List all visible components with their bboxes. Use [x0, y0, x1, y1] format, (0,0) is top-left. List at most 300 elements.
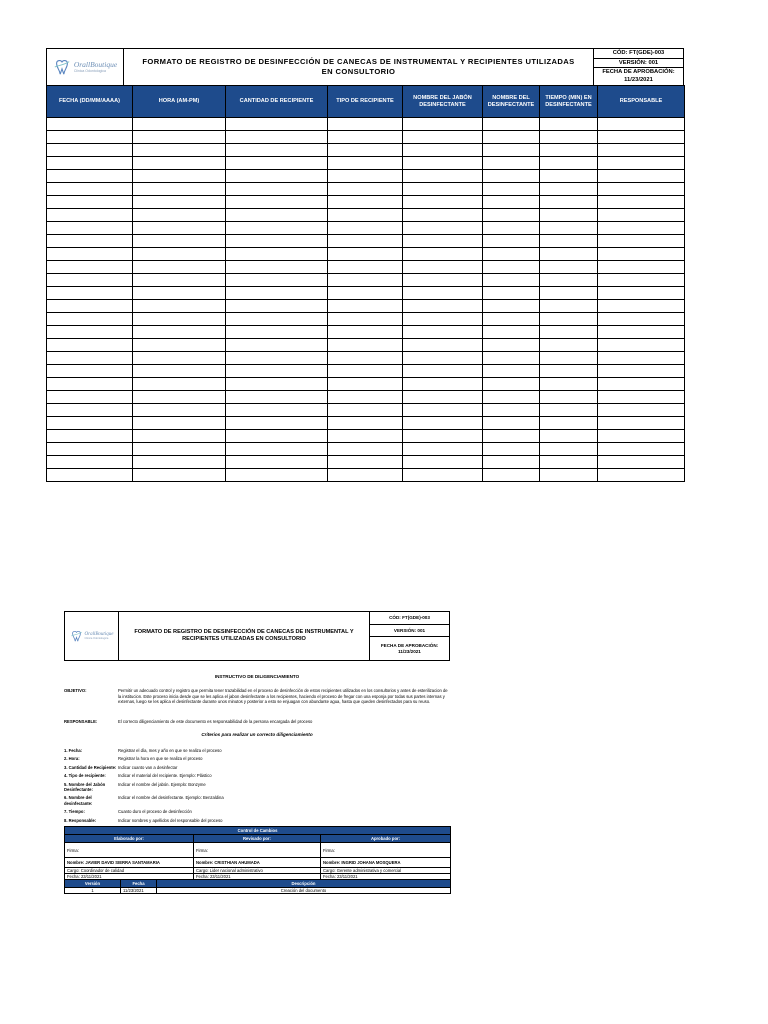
table-cell[interactable]: [133, 326, 226, 339]
table-cell[interactable]: [483, 144, 540, 157]
table-cell[interactable]: [483, 157, 540, 170]
table-cell[interactable]: [483, 131, 540, 144]
table-cell[interactable]: [328, 326, 403, 339]
table-cell[interactable]: [483, 352, 540, 365]
table-cell[interactable]: [598, 274, 685, 287]
table-cell[interactable]: [598, 144, 685, 157]
table-cell[interactable]: [47, 261, 133, 274]
table-cell[interactable]: [403, 469, 483, 482]
table-cell[interactable]: [226, 222, 328, 235]
name-cell: Nombre: JAVIER DAVID SIERRA SANTAMARIA: [65, 858, 194, 868]
table-cell[interactable]: [598, 183, 685, 196]
table-cell[interactable]: [133, 352, 226, 365]
column-header: TIEMPO (MIN) EN DESINFECTANTE: [540, 86, 598, 118]
table-cell[interactable]: [47, 157, 133, 170]
table-cell[interactable]: [226, 326, 328, 339]
table-cell[interactable]: [47, 339, 133, 352]
table-cell[interactable]: [598, 404, 685, 417]
document-version: VERSIÓN: 001: [594, 59, 683, 69]
table-cell[interactable]: [483, 300, 540, 313]
table-cell[interactable]: [540, 469, 598, 482]
approval-date-block: [370, 637, 449, 660]
table-cell[interactable]: [483, 339, 540, 352]
table-cell[interactable]: [226, 313, 328, 326]
table-cell[interactable]: [598, 170, 685, 183]
table-cell[interactable]: [47, 443, 133, 456]
table-cell[interactable]: [598, 339, 685, 352]
table-cell[interactable]: [328, 118, 403, 131]
table-cell[interactable]: [483, 118, 540, 131]
table-cell[interactable]: [328, 157, 403, 170]
table-cell[interactable]: [598, 430, 685, 443]
table-cell[interactable]: [133, 430, 226, 443]
table-cell[interactable]: [598, 222, 685, 235]
version-history-table: [64, 879, 451, 894]
table-cell[interactable]: [403, 144, 483, 157]
table-cell[interactable]: [47, 170, 133, 183]
table-cell[interactable]: [226, 365, 328, 378]
table-cell[interactable]: [328, 300, 403, 313]
table-cell[interactable]: [133, 157, 226, 170]
table-cell[interactable]: [403, 118, 483, 131]
approval-date: 11/23/2021: [398, 648, 421, 654]
responsible-text: El correcto diligenciamiento de este documento es responsabilidad de la persona encargada del proceso: [118, 719, 313, 725]
table-cell[interactable]: [540, 300, 598, 313]
table-cell[interactable]: [483, 222, 540, 235]
table-cell[interactable]: [47, 469, 133, 482]
table-cell[interactable]: [483, 378, 540, 391]
table-cell[interactable]: [133, 274, 226, 287]
table-cell[interactable]: [133, 378, 226, 391]
approval-label: FECHA DE APROBACIÓN:: [380, 642, 439, 648]
table-cell[interactable]: [226, 118, 328, 131]
list-item: [64, 748, 450, 753]
criteria-text: Indicar el nombre del desinfectante. Ejemplo: Benzaldina: [118, 795, 224, 801]
criteria-text: Indicar el nombre del jabón. Ejemplo: Bonzyme: [118, 781, 206, 787]
table-cell[interactable]: [328, 365, 403, 378]
table-row: [47, 417, 685, 430]
table-cell[interactable]: [133, 248, 226, 261]
table-cell[interactable]: [403, 261, 483, 274]
table-row: [65, 888, 451, 894]
table-cell[interactable]: [328, 287, 403, 300]
table-cell[interactable]: [540, 118, 598, 131]
table-cell[interactable]: [598, 300, 685, 313]
criteria-text: Indicar cuanto van a desinfectar: [118, 764, 178, 770]
table-cell[interactable]: [226, 339, 328, 352]
table-cell[interactable]: [598, 456, 685, 469]
table-cell[interactable]: [403, 157, 483, 170]
table-cell[interactable]: [483, 235, 540, 248]
table-cell[interactable]: [598, 365, 685, 378]
table-cell[interactable]: [540, 287, 598, 300]
table-cell[interactable]: [226, 131, 328, 144]
criteria-label: 5. Nombre del Jabón Desinfectante:: [64, 781, 106, 792]
table-cell[interactable]: [328, 209, 403, 222]
table-cell[interactable]: [598, 378, 685, 391]
table-cell[interactable]: [403, 378, 483, 391]
date-cell: Fecha: 23/11/2021: [194, 874, 321, 880]
table-cell[interactable]: [226, 287, 328, 300]
table-cell[interactable]: [403, 443, 483, 456]
table-cell[interactable]: [133, 196, 226, 209]
table-cell[interactable]: [328, 248, 403, 261]
table-row: [47, 274, 685, 287]
column-header: Elaborado por:: [65, 835, 194, 843]
table-cell[interactable]: [540, 326, 598, 339]
table-cell[interactable]: [403, 235, 483, 248]
table-cell[interactable]: [328, 196, 403, 209]
change-control-table: [64, 826, 451, 880]
table-cell[interactable]: [328, 274, 403, 287]
list-item: [64, 795, 450, 806]
table-cell[interactable]: [328, 313, 403, 326]
table-cell[interactable]: [47, 404, 133, 417]
responsible-section: [64, 719, 450, 725]
column-header: Fecha: [121, 880, 157, 888]
table-cell[interactable]: [328, 404, 403, 417]
table-cell[interactable]: [403, 326, 483, 339]
brand-subtitle: Clinica Odontologica: [73, 68, 106, 73]
table-cell[interactable]: [133, 300, 226, 313]
table-cell[interactable]: [403, 196, 483, 209]
table-cell[interactable]: [483, 417, 540, 430]
table-cell[interactable]: [226, 469, 328, 482]
table-cell[interactable]: [226, 170, 328, 183]
table-cell[interactable]: [226, 261, 328, 274]
table-row: [47, 131, 685, 144]
role-cell: Cargo: Coordinador de calidad: [65, 868, 194, 874]
responsible-label: RESPONSABLE:: [64, 719, 98, 725]
table-cell[interactable]: [403, 131, 483, 144]
table-cell[interactable]: [328, 378, 403, 391]
date-cell: 11/23/2021: [121, 888, 157, 894]
column-header: Aprobado por:: [321, 835, 451, 843]
table-cell[interactable]: [598, 352, 685, 365]
criteria-label: 4. Tipo de recipiente:: [64, 773, 106, 779]
table-cell[interactable]: [47, 313, 133, 326]
table-cell[interactable]: [133, 131, 226, 144]
table-cell[interactable]: [540, 170, 598, 183]
table-cell[interactable]: [328, 352, 403, 365]
table-cell[interactable]: [47, 326, 133, 339]
table-cell[interactable]: [47, 118, 133, 131]
table-cell[interactable]: [403, 430, 483, 443]
form-title: FORMATO DE REGISTRO DE DESINFECCIÓN DE CANECAS DE INSTRUMENTAL Y RECIPIENTES UTILIZADAS EN CONSULTORIO: [124, 49, 594, 85]
table-row: [47, 209, 685, 222]
list-item: [64, 765, 450, 770]
table-cell[interactable]: [483, 183, 540, 196]
table-cell[interactable]: [483, 170, 540, 183]
table-cell[interactable]: [133, 222, 226, 235]
table-cell[interactable]: [403, 209, 483, 222]
table-cell[interactable]: [328, 443, 403, 456]
table-cell[interactable]: [133, 456, 226, 469]
table-cell[interactable]: [403, 248, 483, 261]
table-cell[interactable]: [47, 300, 133, 313]
table-cell[interactable]: [403, 274, 483, 287]
signature-field: Firma:: [65, 843, 194, 858]
table-cell[interactable]: [483, 456, 540, 469]
table-cell[interactable]: [133, 118, 226, 131]
criteria-text: Indicar el material del recipiente. Ejemplo: Plástico: [118, 773, 212, 779]
table-cell[interactable]: [133, 261, 226, 274]
brand-name: OrallBoutique: [84, 631, 114, 637]
list-item: [64, 773, 450, 778]
table-cell[interactable]: [483, 261, 540, 274]
table-cell[interactable]: [598, 157, 685, 170]
table-cell[interactable]: [47, 248, 133, 261]
table-cell[interactable]: [540, 222, 598, 235]
table-cell[interactable]: [598, 443, 685, 456]
table-row: [47, 469, 685, 482]
table-cell[interactable]: [598, 131, 685, 144]
document-meta: [370, 612, 449, 660]
table-cell[interactable]: [226, 196, 328, 209]
objective-label: OBJETIVO:: [64, 688, 87, 693]
table-cell[interactable]: [540, 183, 598, 196]
table-cell[interactable]: [133, 313, 226, 326]
table-cell[interactable]: [47, 183, 133, 196]
table-cell[interactable]: [133, 287, 226, 300]
table-cell[interactable]: [226, 352, 328, 365]
table-header-row: [47, 86, 685, 118]
table-cell[interactable]: [226, 404, 328, 417]
table-cell[interactable]: [226, 274, 328, 287]
table-cell[interactable]: [47, 287, 133, 300]
table-cell[interactable]: [328, 417, 403, 430]
table-cell[interactable]: [328, 235, 403, 248]
table-cell[interactable]: [403, 287, 483, 300]
brand-logo: [47, 49, 124, 85]
table-cell[interactable]: [133, 235, 226, 248]
table-cell[interactable]: [328, 170, 403, 183]
version-cell: 1: [65, 888, 121, 894]
table-cell[interactable]: [540, 248, 598, 261]
registration-table: [46, 85, 685, 482]
table-cell[interactable]: [598, 287, 685, 300]
table-cell[interactable]: [598, 261, 685, 274]
instructions-sheet: [64, 611, 450, 894]
table-cell[interactable]: [133, 417, 226, 430]
table-cell[interactable]: [226, 391, 328, 404]
approval-date: 11/23/2021: [624, 76, 653, 83]
table-cell[interactable]: [598, 209, 685, 222]
table-cell[interactable]: [47, 456, 133, 469]
table-cell[interactable]: [540, 313, 598, 326]
table-cell[interactable]: [133, 365, 226, 378]
table-cell[interactable]: [483, 430, 540, 443]
registration-form: [46, 48, 684, 482]
table-cell[interactable]: [403, 365, 483, 378]
table-cell[interactable]: [540, 365, 598, 378]
table-row: [47, 170, 685, 183]
table-cell[interactable]: [483, 326, 540, 339]
name-cell: Nombre: CRISTHIAN AHUMADA: [194, 858, 321, 868]
table-cell[interactable]: [133, 183, 226, 196]
table-cell[interactable]: [540, 404, 598, 417]
table-cell[interactable]: [403, 456, 483, 469]
table-row: [47, 157, 685, 170]
criteria-label: 1. Fecha:: [64, 747, 83, 753]
table-cell[interactable]: [540, 443, 598, 456]
table-cell[interactable]: [328, 144, 403, 157]
table-cell[interactable]: [328, 391, 403, 404]
table-cell[interactable]: [598, 235, 685, 248]
table-cell[interactable]: [328, 469, 403, 482]
table-cell[interactable]: [483, 391, 540, 404]
table-row: [47, 183, 685, 196]
table-cell[interactable]: [47, 144, 133, 157]
table-row: [47, 404, 685, 417]
table-cell[interactable]: [483, 248, 540, 261]
table-cell[interactable]: [226, 157, 328, 170]
table-cell[interactable]: [133, 209, 226, 222]
table-row: [47, 365, 685, 378]
table-cell[interactable]: [540, 157, 598, 170]
criteria-label: 7. Tiempo:: [64, 809, 85, 815]
table-cell[interactable]: [403, 417, 483, 430]
column-header: Revisado por:: [194, 835, 321, 843]
table-cell[interactable]: [403, 183, 483, 196]
table-cell[interactable]: [328, 261, 403, 274]
list-item: [64, 756, 450, 761]
table-cell[interactable]: [328, 430, 403, 443]
table-cell[interactable]: [133, 404, 226, 417]
table-cell[interactable]: [403, 300, 483, 313]
table-cell[interactable]: [133, 391, 226, 404]
table-cell[interactable]: [483, 274, 540, 287]
criteria-label: 8. Responsable:: [64, 817, 97, 823]
document-code: CÓD: FT(GDE)-003: [370, 612, 449, 625]
table-cell[interactable]: [47, 222, 133, 235]
table-cell[interactable]: [226, 430, 328, 443]
criteria-label: 2. Hora:: [64, 756, 80, 762]
brand-logo: [65, 612, 119, 660]
table-cell[interactable]: [598, 326, 685, 339]
table-cell[interactable]: [403, 222, 483, 235]
table-cell[interactable]: [133, 339, 226, 352]
table-cell[interactable]: [598, 196, 685, 209]
table-cell[interactable]: [226, 235, 328, 248]
table-cell[interactable]: [540, 209, 598, 222]
table-cell[interactable]: [133, 443, 226, 456]
table-cell[interactable]: [598, 417, 685, 430]
table-cell[interactable]: [226, 456, 328, 469]
table-cell[interactable]: [483, 287, 540, 300]
table-cell[interactable]: [540, 417, 598, 430]
table-cell[interactable]: [226, 443, 328, 456]
table-cell[interactable]: [483, 365, 540, 378]
table-cell[interactable]: [403, 170, 483, 183]
table-cell[interactable]: [47, 196, 133, 209]
table-cell[interactable]: [47, 274, 133, 287]
table-cell[interactable]: [540, 196, 598, 209]
table-cell[interactable]: [540, 235, 598, 248]
table-cell[interactable]: [540, 430, 598, 443]
table-cell[interactable]: [133, 144, 226, 157]
column-header: CANTIDAD DE RECIPIENTE: [226, 86, 328, 118]
table-cell[interactable]: [328, 456, 403, 469]
criteria-heading: Criterios para realizar un correcto diligenciamiento: [201, 731, 313, 737]
table-cell[interactable]: [226, 417, 328, 430]
table-cell[interactable]: [226, 183, 328, 196]
tooth-logo-icon: [53, 57, 71, 77]
table-cell[interactable]: [483, 313, 540, 326]
table-body: [47, 118, 685, 482]
table-cell[interactable]: [403, 339, 483, 352]
instructions-heading: INSTRUCTIVO DE DILIGENCIAMIENTO: [214, 674, 300, 679]
table-cell[interactable]: [483, 469, 540, 482]
table-cell[interactable]: [133, 469, 226, 482]
table-cell[interactable]: [483, 209, 540, 222]
table-cell[interactable]: [403, 404, 483, 417]
document-version: VERSIÓN: 001: [370, 625, 449, 638]
table-cell[interactable]: [540, 144, 598, 157]
table-cell[interactable]: [226, 248, 328, 261]
table-cell[interactable]: [540, 378, 598, 391]
table-cell[interactable]: [226, 144, 328, 157]
table-cell[interactable]: [540, 131, 598, 144]
table-cell[interactable]: [403, 352, 483, 365]
table-cell[interactable]: [47, 352, 133, 365]
table-cell[interactable]: [47, 430, 133, 443]
table-cell[interactable]: [540, 352, 598, 365]
table-cell[interactable]: [47, 131, 133, 144]
table-cell[interactable]: [540, 274, 598, 287]
table-cell[interactable]: [226, 300, 328, 313]
table-cell[interactable]: [328, 131, 403, 144]
column-header: NOMBRE DEL DESINFECTANTE: [483, 86, 540, 118]
table-row: [47, 196, 685, 209]
table-cell[interactable]: [47, 209, 133, 222]
table-cell[interactable]: [403, 313, 483, 326]
table-cell[interactable]: [328, 222, 403, 235]
table-cell[interactable]: [47, 391, 133, 404]
table-row: [47, 352, 685, 365]
tooth-logo-icon: [70, 629, 83, 643]
table-row: [47, 222, 685, 235]
table-cell[interactable]: [598, 248, 685, 261]
signature-field: Firma:: [321, 843, 451, 858]
column-header: RESPONSABLE: [598, 86, 685, 118]
table-cell[interactable]: [47, 235, 133, 248]
table-cell[interactable]: [328, 339, 403, 352]
table-cell[interactable]: [483, 443, 540, 456]
table-row: [47, 144, 685, 157]
table-cell[interactable]: [598, 391, 685, 404]
table-cell[interactable]: [483, 196, 540, 209]
table-cell[interactable]: [133, 170, 226, 183]
table-cell[interactable]: [403, 391, 483, 404]
table-cell[interactable]: [328, 183, 403, 196]
table-cell[interactable]: [483, 404, 540, 417]
table-cell[interactable]: [47, 417, 133, 430]
table-cell[interactable]: [540, 456, 598, 469]
table-cell[interactable]: [540, 261, 598, 274]
table-cell[interactable]: [540, 391, 598, 404]
table-cell[interactable]: [47, 365, 133, 378]
table-cell[interactable]: [226, 209, 328, 222]
table-cell[interactable]: [226, 378, 328, 391]
document-code: CÓD: FT(GDE)-003: [594, 49, 683, 59]
table-row: [47, 261, 685, 274]
table-cell[interactable]: [540, 339, 598, 352]
table-cell[interactable]: [598, 313, 685, 326]
table-cell[interactable]: [598, 118, 685, 131]
table-cell[interactable]: [598, 469, 685, 482]
table-cell[interactable]: [47, 378, 133, 391]
